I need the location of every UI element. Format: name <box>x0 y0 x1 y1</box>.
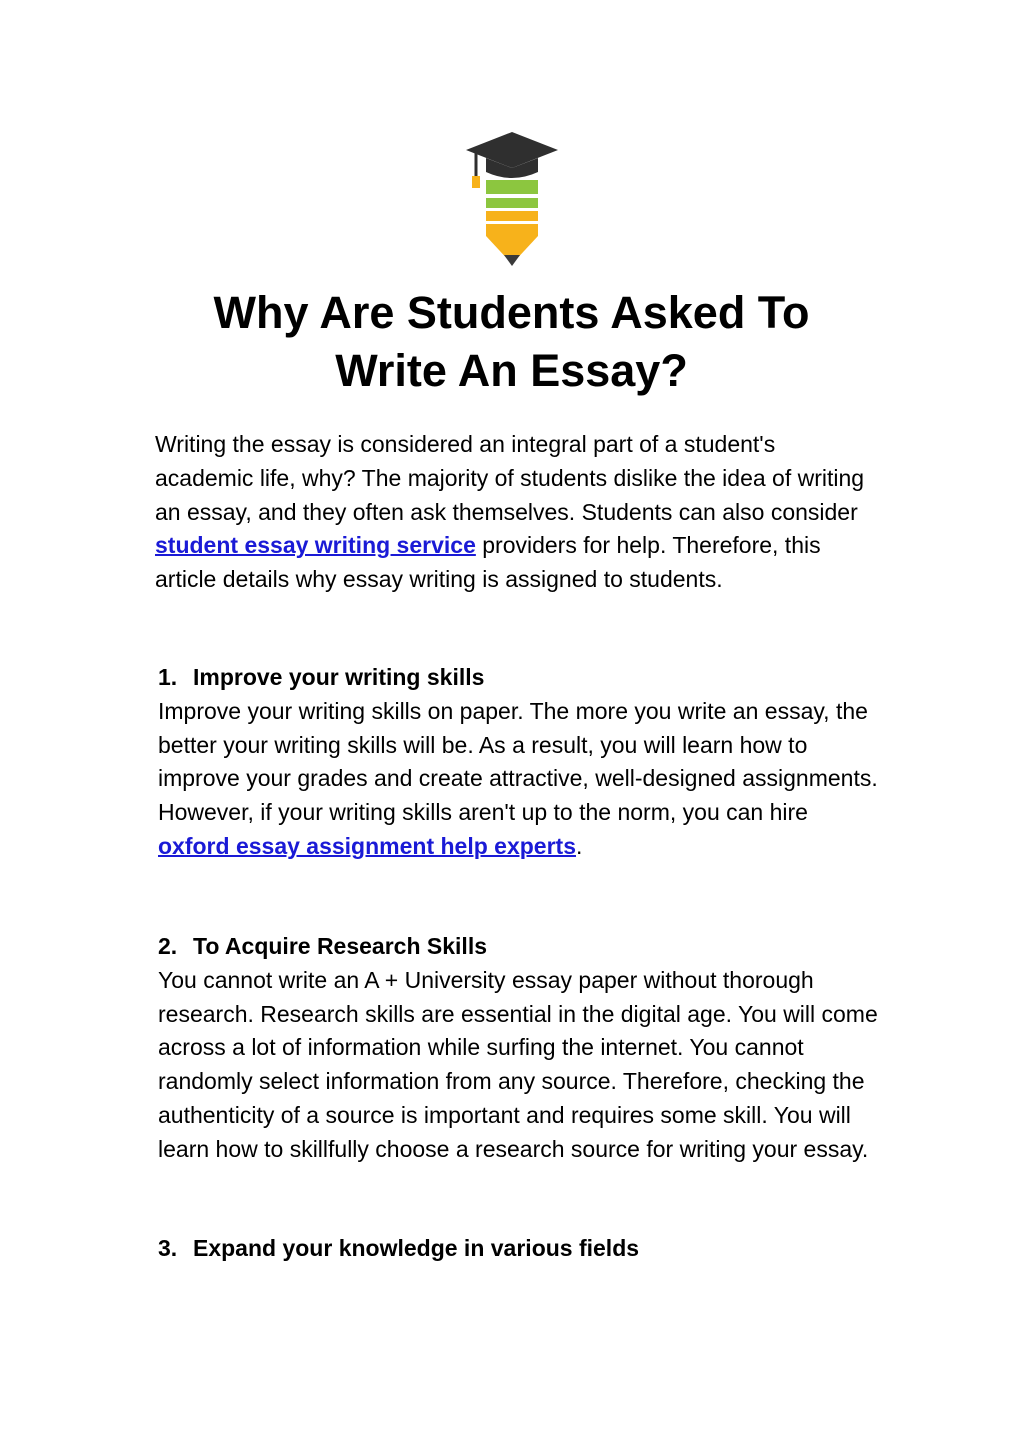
section-3-number: 3. <box>158 1235 178 1261</box>
intro-paragraph <box>155 428 875 597</box>
section-2-heading <box>158 930 878 964</box>
section-2-paragraph: You cannot write an A + University essay paper without thorough research. Research skills are essential in the digital age. You will come across a lot of information while surfing the internet. You cannot randomly select information from any source. Therefore, checking the authenticity of a source is important and requires some skill. You will learn how to skillfully choose a research source for writing your essay. <box>158 966 878 1162</box>
title-line-2: Write An Essay? <box>335 345 688 396</box>
title-line-1: Why Are Students Asked To <box>213 287 810 338</box>
section-2 <box>158 930 878 1167</box>
section-3-heading <box>158 1232 878 1266</box>
oxford-essay-assignment-help-link[interactable]: oxford essay assignment help experts <box>158 832 576 859</box>
section-1 <box>158 661 878 864</box>
page-title <box>0 284 1023 400</box>
section-1-text-before: Improve your writing skills on paper. The more you write an essay, the better your writing skills will be. As a result, you will learn how to improve your grades and create attractive, well-designed assignments. However, if your writing skills aren't up to the norm, you can hire <box>158 697 878 826</box>
section-1-paragraph <box>158 695 878 864</box>
section-3-title: Expand your knowledge in various fields <box>193 1235 640 1261</box>
logo <box>462 128 562 270</box>
section-1-title: Improve your writing skills <box>193 664 485 690</box>
section-1-number: 1. <box>158 664 178 690</box>
section-3 <box>158 1232 878 1266</box>
section-1-heading <box>158 661 878 695</box>
intro-text-after: providers for help. Therefore, this article details why essay writing is assigned to students. <box>155 532 821 593</box>
graduation-pencil-logo-icon <box>462 128 562 270</box>
intro-text-before: Writing the essay is considered an integral part of a student's academic life, why? The majority of students dislike the idea of writing an essay, and they often ask themselves. Students can also consider <box>155 431 865 525</box>
section-1-text-after: . <box>576 832 583 859</box>
section-2-number: 2. <box>158 933 178 959</box>
section-2-title: To Acquire Research Skills <box>193 933 488 959</box>
student-essay-writing-service-link[interactable]: student essay writing service <box>155 532 476 559</box>
